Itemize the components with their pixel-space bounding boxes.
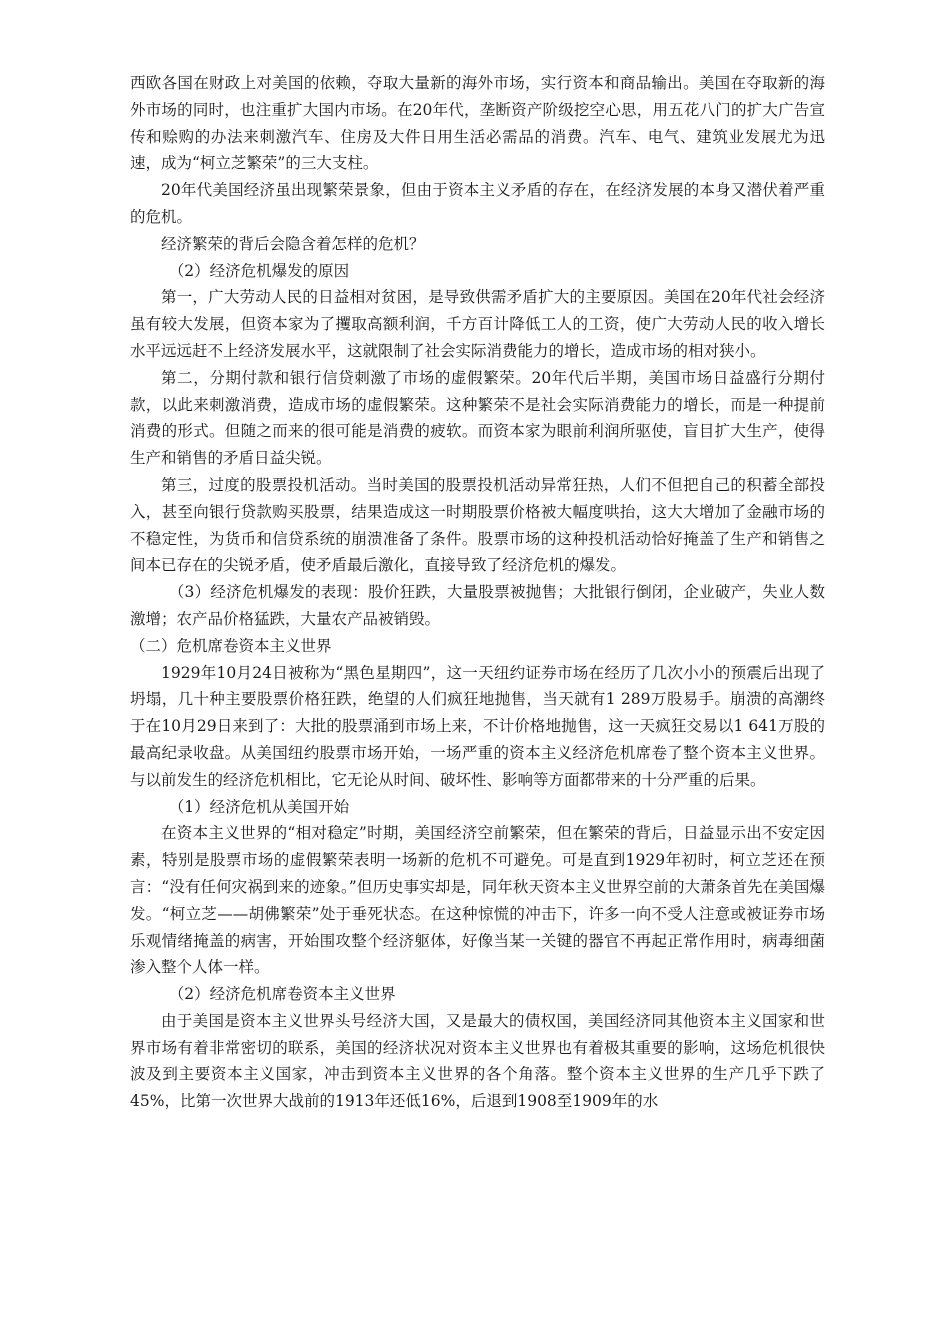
document-body (130, 70, 825, 1115)
subheading-crisis-causes: （2）经济危机爆发的原因 (168, 261, 350, 280)
paragraph-world-impact: 由于美国是资本主义世界头号经济大国，又是最大的债权国，美国经济同其他资本主义国家和世界市场有着非常密切的联系，美国的经济状况对资本主义世界也有着极其重要的影响，这场危机很快波及到主要资本主义国家，冲击到资本主义世界的各个角落。整个资本主义世界的生产几乎下跌了45%，比第一次世界大战前的1913年还低16%，后退到1908至1909年的水 (130, 1011, 825, 1111)
paragraph-cause-three: 第三，过度的股票投机活动。当时美国的股票投机活动异常狂热，人们不但把自己的积蓄全部投入，甚至向银行贷款购买股票，结果造成这一时期股票价格被大幅度哄抬，这大大增加了金融市场的不稳定性，为货币和信贷系统的崩溃准备了条件。股票市场的这种投机活动恰好掩盖了生产和销售之间本已存在的尖锐矛盾，使矛盾最后激化，直接导致了经济危机的爆发。 (130, 475, 825, 575)
subheading-crisis-manifestations: （3）经济危机爆发的表现：股价狂跌，大量股票被抛售；大批银行倒闭，企业破产，失业人数激增；农产品价格猛跌，大量农产品被销毁。 (130, 583, 825, 628)
paragraph-black-thursday: 1929年10月24日被称为“黑色星期四”，这一天纽约证券市场在经历了几次小小的预震后出现了坍塌，几十种主要股票价格狂跌，绝望的人们疯狂地抛售，当天就有1 289万股易手。崩溃的高潮终于在10月29日来到了：大批的股票涌到市场上来，不计价格地抛售，这一天疯狂交易以1 641万股的最高纪录收盘。从美国纽约股票市场开始，一场严重的资本主义经济危机席卷了整个资本主义世界。与以前发生的经济危机相比，它无论从时间、破坏性、影响等方面都带来的十分严重的后果。 (130, 663, 825, 789)
paragraph-question: 经济繁荣的背后会隐含着怎样的危机？ (161, 234, 425, 253)
paragraph-cause-one: 第一，广大劳动人民的日益相对贫困，是导致供需矛盾扩大的主要原因。美国在20年代社会经济虽有较大发展，但资本家为了攫取高额利润，千方百计降低工人的工资，使广大劳动人民的收入增长水平远远赶不上经济发展水平，这就限制了社会实际消费能力的增长，造成市场的相对狭小。 (130, 288, 825, 360)
paragraph-relative-stability: 在资本主义世界的“相对稳定”时期，美国经济空前繁荣，但在繁荣的背后，日益显示出不安定因素，特别是股票市场的虚假繁荣表明一场新的危机不可避免。可是直到1929年初时，柯立芝还在预言：“没有任何灾祸到来的迹象。”但历史事实却是，同年秋天资本主义世界空前的大萧条首先在美国爆发。“柯立芝——胡佛繁荣”处于垂死状态。在这种惊慌的冲击下，许多一向不受人注意或被证券市场乐观情绪掩盖的病害，开始围攻整个经济躯体，好像当某一关键的器官不再起正常作用时，病毒细菌渗入整个人体一样。 (130, 824, 825, 977)
paragraph-intro-continued: 西欧各国在财政上对美国的依赖，夺取大量新的海外市场，实行资本和商品输出。美国在夺取新的海外市场的同时，也注重扩大国内市场。在20年代，垄断资产阶级挖空心思，用五花八门的扩大广告宣传和赊购的办法来刺激汽车、住房及大件日用生活必需品的消费。汽车、电气、建筑业发展尤为迅速，成为“柯立芝繁荣”的三大支柱。 (130, 74, 825, 173)
subheading-crisis-sweeps-world: （2）经济危机席卷资本主义世界 (168, 985, 396, 1004)
subheading-crisis-begins-us: （1）经济危机从美国开始 (168, 797, 350, 816)
paragraph-cause-two: 第二，分期付款和银行信贷刺激了市场的虚假繁荣。20年代后半期，美国市场日益盛行分期付款，以此来刺激消费，造成市场的虚假繁荣。这种繁荣不是社会实际消费能力的增长，而是一种提前消费的形式。但随之而来的很可能是消费的疲软。而资本家为眼前利润所驱使，盲目扩大生产，使得生产和销售的矛盾日益尖锐。 (130, 368, 825, 468)
paragraph-hidden-crisis: 20年代美国经济虽出现繁荣景象，但由于资本主义矛盾的存在，在经济发展的本身又潜伏着严重的危机。 (130, 181, 825, 226)
section-heading-crisis-spreads: （二）危机席卷资本主义世界 (130, 636, 332, 655)
